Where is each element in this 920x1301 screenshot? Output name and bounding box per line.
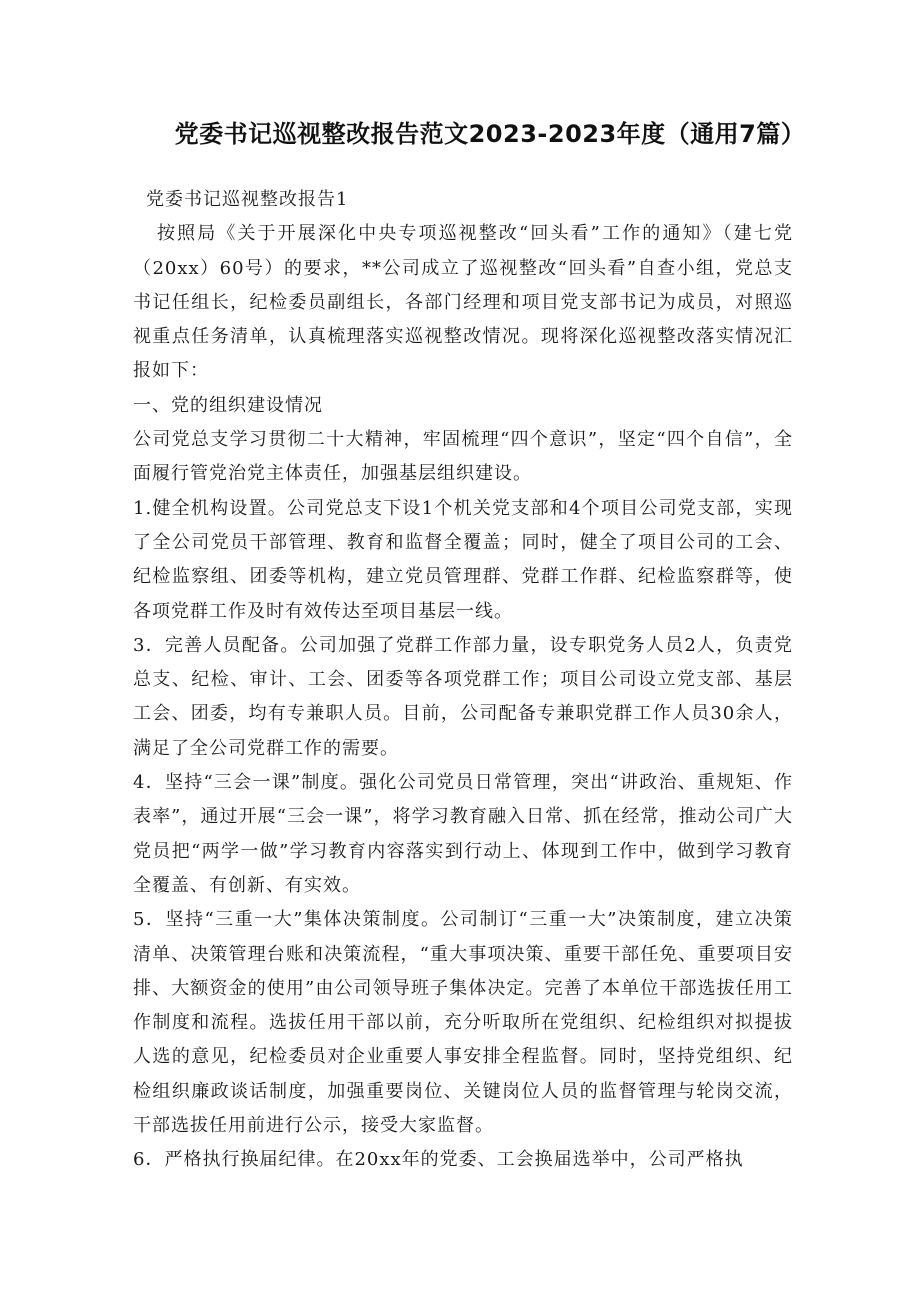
paragraph-item-3: 3．完善人员配备。公司加强了党群工作部力量，设专职党务人员2人，负责党总支、纪检、审计、工会、团委等各项党群工作；项目公司设立党支部、基层工会、团委，均有专兼职人员。目前，公司配备专兼职党群工作人员30余人，满足了全公司党群工作的需要。 [133,634,793,759]
paragraph-item-4: 4．坚持“三会一课”制度。强化公司党员日常管理，突出“讲政治、重规矩、作表率”，通过开展“三会一课”，将学习教育融入日常、抓在经常，推动公司广大党员把“两学一做”学习教育内容落实到行动上、体现到工作中，做到学习教育全覆盖、有创新、有实效。 [133,772,793,896]
section-heading: 党委书记巡视整改报告1 [146,189,349,210]
paragraph-item-1: 1.健全机构设置。公司党总支下设1个机关党支部和4个项目公司党支部，实现了全公司党员干部管理、教育和监督全覆盖；同时，健全了项目公司的工会、纪检监察组、团委等机构，建立党员管理群、党群工作群、纪检监察群等，使各项党群工作及时有效传达至项目基层一线。 [133,497,793,622]
paragraph-item-6: 6．严格执行换届纪律。在20xx年的党委、工会换届选举中，公司严格执 [133,1149,744,1171]
paragraph-item-5: 5．坚持“三重一大”集体决策制度。公司制订“三重一大”决策制度，建立决策清单、决策管理台账和决策流程，“重大事项决策、重要干部任免、重要项目安排、大额资金的使用”由公司领导班子集体决定。完善了本单位干部选拔任用工作制度和流程。选拔任用干部以前，充分听取所在党组织、纪检组织对拟提拔人选的意见，纪检委员对企业重要人事安排全程监督。同时，坚持党组织、纪检组织廉政谈话制度，加强重要岗位、关键岗位人员的监督管理与轮岗交流，干部选拔任用前进行公示，接受大家监督。 [133,909,793,1137]
paragraph-overview: 公司党总支学习贯彻二十大精神，牢固梳理“四个意识”，坚定“四个自信”，全面履行管党治党主体责任，加强基层组织建设。 [133,429,793,485]
document-body [133,183,793,1178]
heading-party-organization: 一、党的组织建设情况 [133,394,323,416]
document-title: 党委书记巡视整改报告范文2023-2023年度（通用7篇） [174,120,806,148]
paragraph-intro: 按照局《关于开展深化中央专项巡视整改“回头看”工作的通知》（建七党（20xx）60号）的要求，**公司成立了巡视整改“回头看”自查小组，党总支书记任组长，纪检委员副组长，各部门经理和项目党支部书记为成员，对照巡视重点任务清单，认真梳理落实巡视整改情况。现将深化巡视整改落实情况汇报如下： [133,223,793,382]
